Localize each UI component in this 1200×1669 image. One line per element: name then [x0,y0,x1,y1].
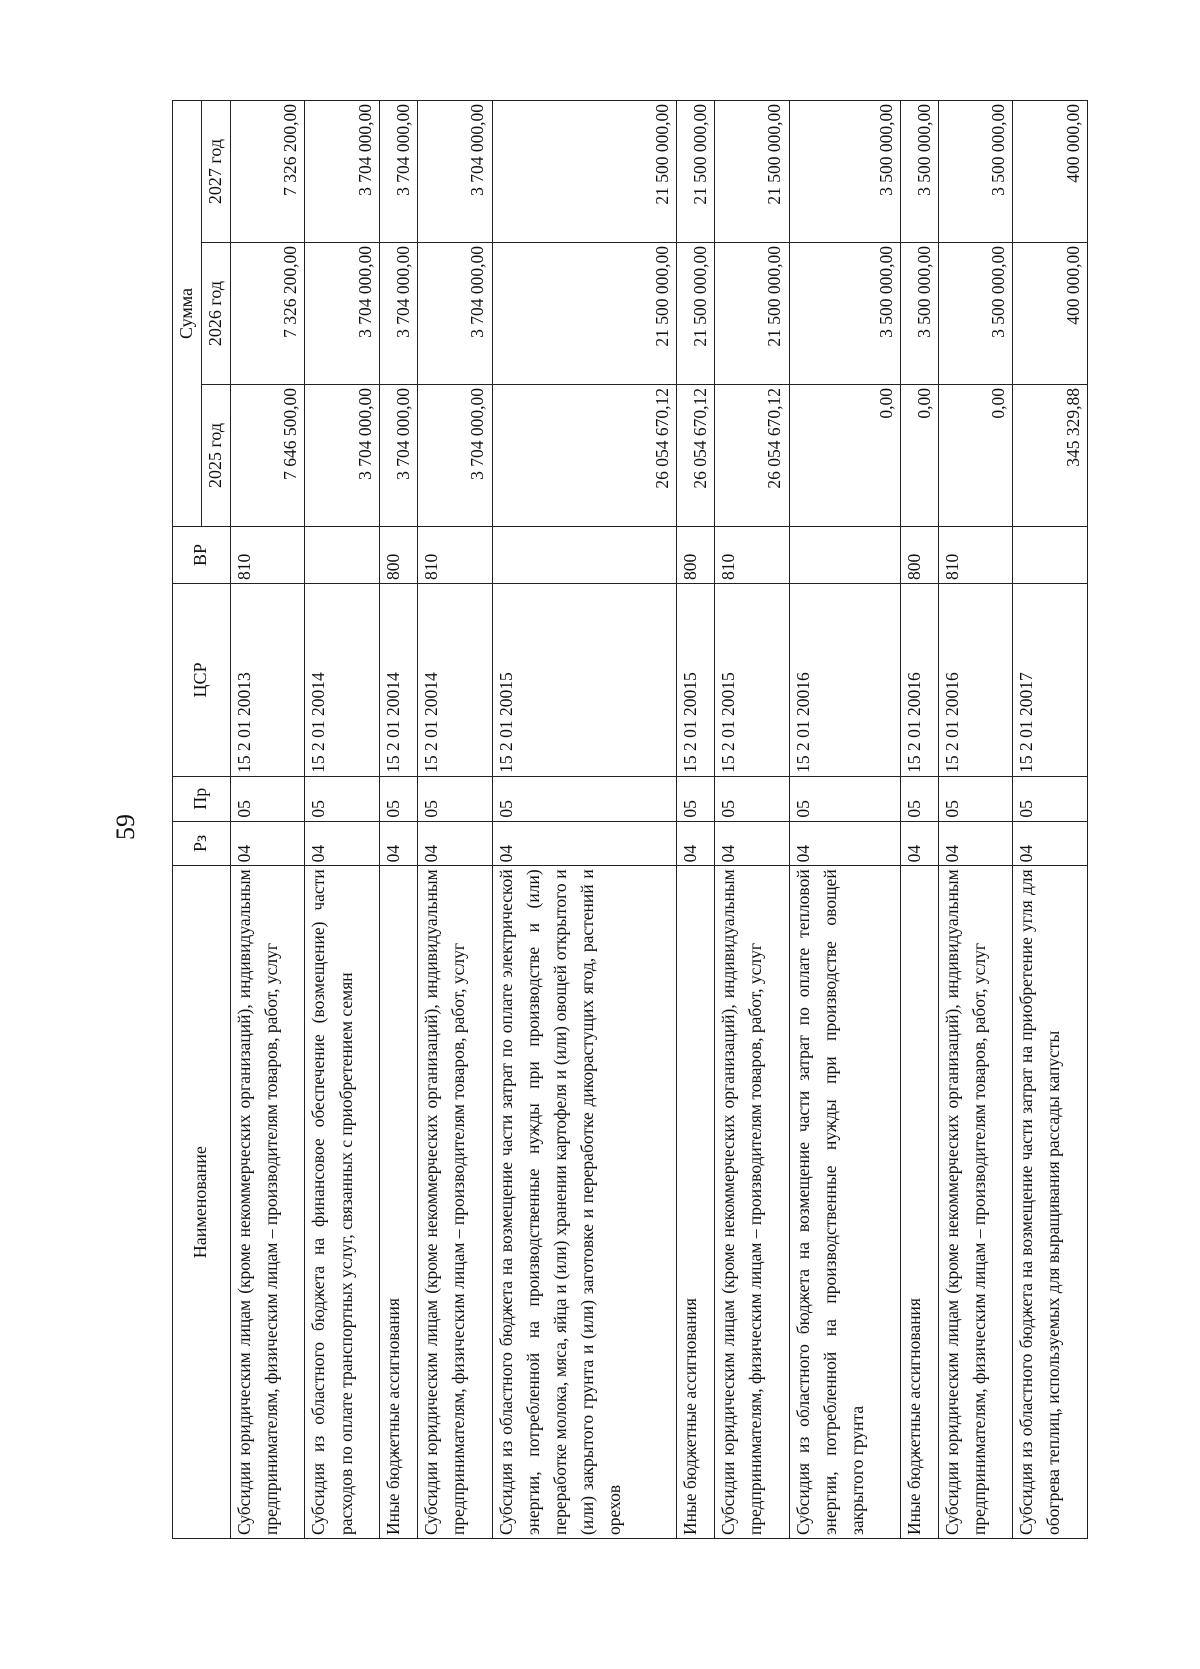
cell-2026: 21 500 000,00 [677,243,715,385]
cell-2025: 3 704 000,00 [305,384,380,526]
cell-vr: 810 [230,526,305,583]
cell-name: Субсидия из областного бюджета на возмещение части затрат на приобретение угля для обогрева теплиц, используемых для выращивания рассады капусты [1013,866,1088,1539]
cell-vr: 800 [379,526,417,583]
cell-2027: 21 500 000,00 [677,101,715,243]
table-row [900,101,938,1539]
header-sum: Сумма [173,101,202,527]
cell-name: Иные бюджетные ассигнования [900,866,938,1539]
cell-2027: 3 500 000,00 [938,101,1013,243]
cell-2025: 3 704 000,00 [379,384,417,526]
cell-pr: 05 [677,776,715,821]
cell-vr [305,526,380,583]
cell-pr: 05 [900,776,938,821]
cell-csr: 15 2 01 20015 [714,584,789,777]
cell-rz: 04 [417,821,492,866]
cell-2026: 3 500 000,00 [938,243,1013,385]
cell-rz: 04 [789,821,900,866]
table-body [230,101,1087,1539]
cell-rz: 04 [900,821,938,866]
cell-name: Субсидии юридическим лицам (кроме некоммерческих организаций), индивидуальным предпринимателям, физическим лицам – производителям товаров, работ, услуг [230,866,305,1539]
cell-2025: 26 054 670,12 [714,384,789,526]
cell-vr [492,526,676,583]
header-csr: ЦСР [173,584,231,777]
cell-2026: 400 000,00 [1013,243,1088,385]
cell-name: Субсидии юридическим лицам (кроме некоммерческих организаций), индивидуальным предпринимателям, физическим лицам – производителям товаров, работ, услуг [938,866,1013,1539]
cell-rz: 04 [938,821,1013,866]
cell-pr: 05 [379,776,417,821]
cell-csr: 15 2 01 20014 [305,584,380,777]
cell-2027: 21 500 000,00 [714,101,789,243]
header-2025: 2025 год [201,384,230,526]
cell-vr: 810 [938,526,1013,583]
cell-2027: 400 000,00 [1013,101,1088,243]
cell-pr: 05 [938,776,1013,821]
cell-2027: 3 500 000,00 [900,101,938,243]
cell-rz: 04 [230,821,305,866]
cell-csr: 15 2 01 20013 [230,584,305,777]
cell-vr: 800 [900,526,938,583]
cell-pr: 05 [1013,776,1088,821]
header-name: Наименование [173,866,231,1539]
page-number: 59 [111,814,140,840]
cell-pr: 05 [305,776,380,821]
cell-2025: 7 646 500,00 [230,384,305,526]
cell-csr: 15 2 01 20014 [417,584,492,777]
cell-name: Иные бюджетные ассигнования [379,866,417,1539]
cell-2026: 7 326 200,00 [230,243,305,385]
cell-rz: 04 [677,821,715,866]
header-pr: Пр [173,776,231,821]
cell-2026: 21 500 000,00 [714,243,789,385]
cell-2025: 0,00 [789,384,900,526]
budget-table-sheet [172,100,1088,1539]
cell-2025: 3 704 000,00 [417,384,492,526]
table-row [677,101,715,1539]
cell-pr: 05 [789,776,900,821]
cell-vr: 810 [417,526,492,583]
cell-2026: 3 500 000,00 [789,243,900,385]
cell-rz: 04 [714,821,789,866]
cell-csr: 15 2 01 20016 [938,584,1013,777]
cell-pr: 05 [492,776,676,821]
cell-csr: 15 2 01 20017 [1013,584,1088,777]
cell-2027: 3 704 000,00 [417,101,492,243]
cell-csr: 15 2 01 20014 [379,584,417,777]
cell-2027: 7 326 200,00 [230,101,305,243]
table-row [492,101,676,1539]
cell-2025: 26 054 670,12 [677,384,715,526]
table-row [1013,101,1088,1539]
cell-2027: 3 704 000,00 [379,101,417,243]
header-vr: ВР [173,526,231,583]
cell-name: Субсидия из областного бюджета на возмещение части затрат по оплате тепловой энергии, потребленной на производственные нужды при производстве овощей закрытого грунта [789,866,900,1539]
cell-vr: 800 [677,526,715,583]
cell-2026: 3 704 000,00 [305,243,380,385]
cell-2026: 3 704 000,00 [379,243,417,385]
cell-2025: 345 329,88 [1013,384,1088,526]
cell-name: Субсидия из областного бюджета на возмещение части затрат по оплате электрической энергии, потребленной на производственные нужды при производстве и (или) переработке молока, мяса, яйца и (или) хранении картофеля и (или) овощей открытого и (или) закрытого грунта и (или) заготовке и переработке дикорастущих ягод, растений и орехов [492,866,676,1539]
cell-2026: 21 500 000,00 [492,243,676,385]
table-row [417,101,492,1539]
cell-2027: 21 500 000,00 [492,101,676,243]
cell-vr [789,526,900,583]
cell-name: Субсидия из областного бюджета на финансовое обеспечение (возмещение) части расходов по оплате транспортных услуг, связанных с приобретением семян [305,866,380,1539]
cell-2025: 0,00 [900,384,938,526]
cell-vr [1013,526,1088,583]
cell-csr: 15 2 01 20015 [677,584,715,777]
table-row [789,101,900,1539]
cell-pr: 05 [417,776,492,821]
cell-name: Иные бюджетные ассигнования [677,866,715,1539]
cell-2026: 3 500 000,00 [900,243,938,385]
header-rz: Рз [173,821,231,866]
cell-name: Субсидии юридическим лицам (кроме некоммерческих организаций), индивидуальным предпринимателям, физическим лицам – производителям товаров, работ, услуг [417,866,492,1539]
cell-name: Субсидии юридическим лицам (кроме некоммерческих организаций), индивидуальным предпринимателям, физическим лицам – производителям товаров, работ, услуг [714,866,789,1539]
cell-rz: 04 [492,821,676,866]
cell-2025: 26 054 670,12 [492,384,676,526]
budget-table [172,100,1088,1539]
header-2026: 2026 год [201,243,230,385]
cell-pr: 05 [230,776,305,821]
table-row [938,101,1013,1539]
cell-2025: 0,00 [938,384,1013,526]
cell-csr: 15 2 01 20016 [789,584,900,777]
cell-2026: 3 704 000,00 [417,243,492,385]
table-row [305,101,380,1539]
header-2027: 2027 год [201,101,230,243]
cell-csr: 15 2 01 20016 [900,584,938,777]
cell-vr: 810 [714,526,789,583]
cell-2027: 3 704 000,00 [305,101,380,243]
cell-rz: 04 [1013,821,1088,866]
cell-pr: 05 [714,776,789,821]
cell-rz: 04 [305,821,380,866]
table-row [379,101,417,1539]
cell-rz: 04 [379,821,417,866]
table-row [230,101,305,1539]
cell-csr: 15 2 01 20015 [492,584,676,777]
cell-2027: 3 500 000,00 [789,101,900,243]
table-row [714,101,789,1539]
